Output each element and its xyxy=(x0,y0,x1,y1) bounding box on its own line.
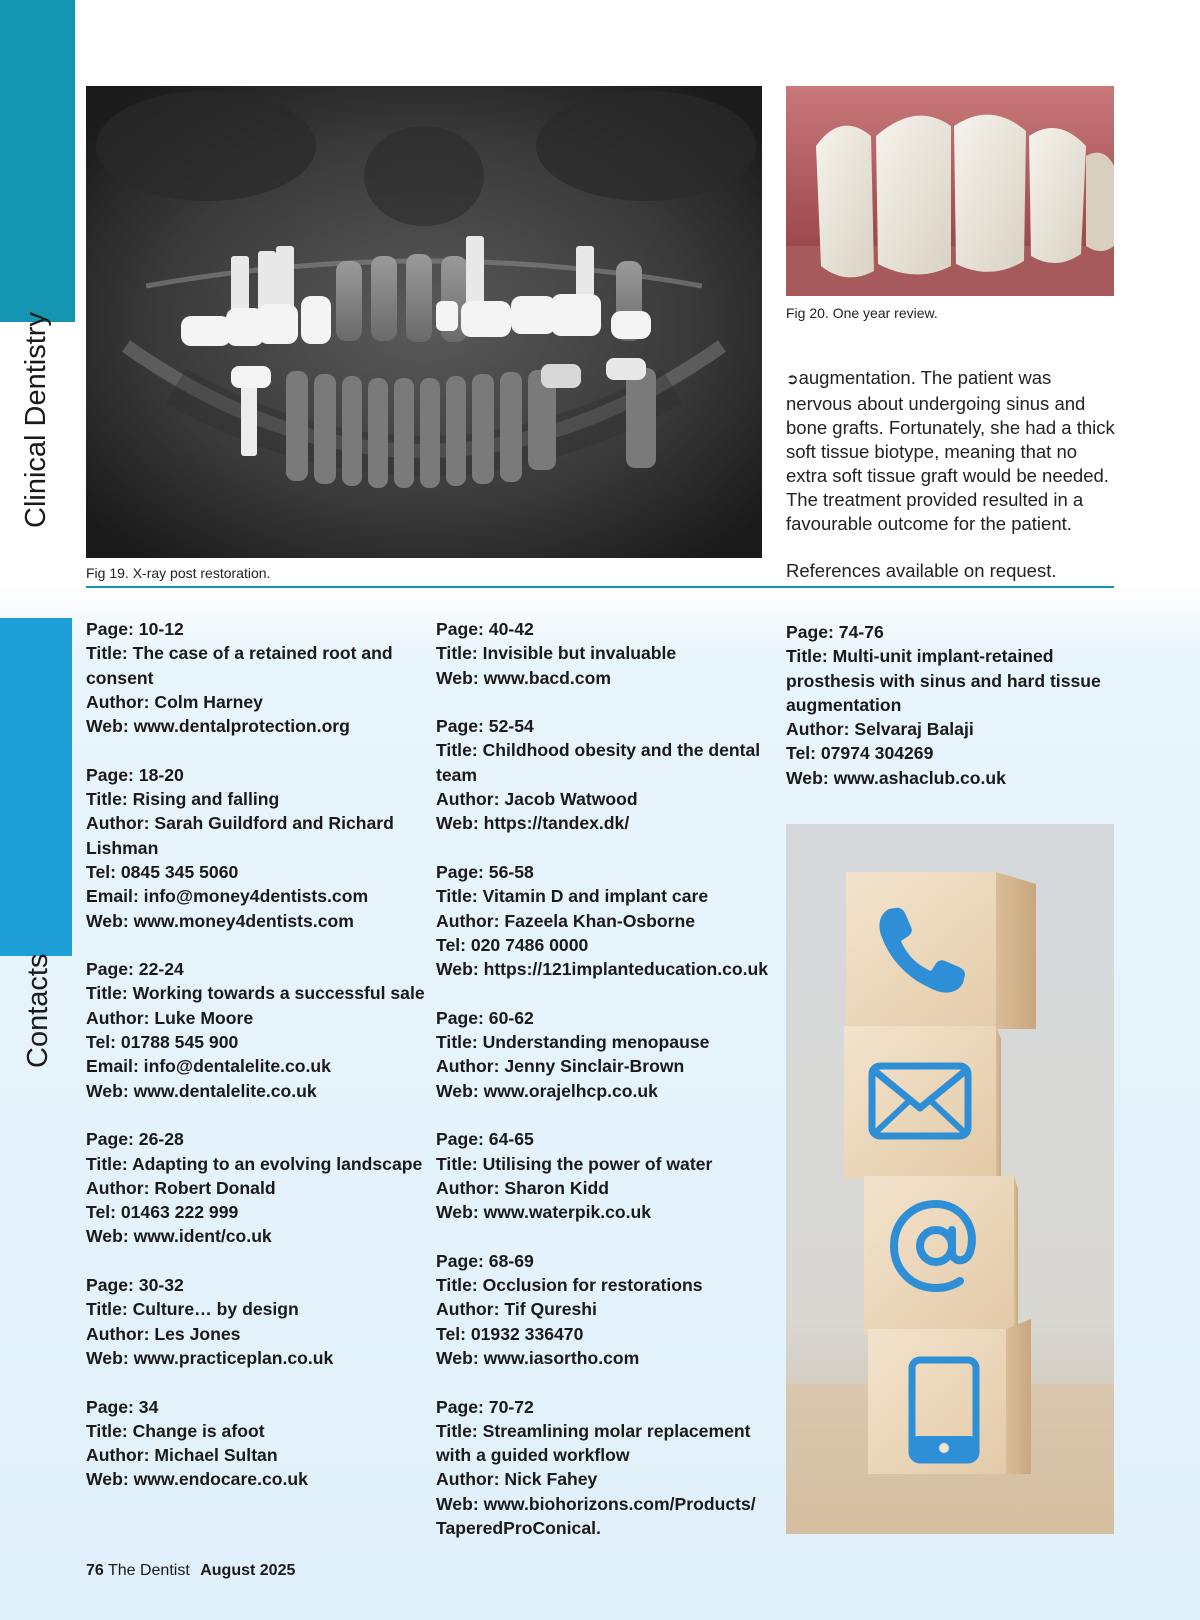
entry-page: Page: 70-72 xyxy=(436,1396,534,1417)
continuation-arrow-icon: ➲ xyxy=(786,371,799,388)
contact-entry xyxy=(436,714,786,835)
entry-author: Author: Michael Sultan xyxy=(86,1445,278,1466)
entry-tel: Tel: 01932 336470 xyxy=(436,1323,584,1344)
entry-title: Title: Vitamin D and implant care xyxy=(436,886,709,907)
section-label-contacts: Contacts xyxy=(22,953,54,1068)
entry-title: Title: Rising and falling xyxy=(86,789,280,810)
references-note: References available on request. xyxy=(786,560,1057,581)
entry-page: Page: 30-32 xyxy=(86,1275,184,1296)
entry-web[interactable]: Web: www.orajelhcp.co.uk xyxy=(436,1080,658,1101)
entry-title: Title: Utilising the power of water xyxy=(436,1153,713,1174)
entry-page: Page: 40-42 xyxy=(436,619,534,639)
entry-title: Title: Occlusion for restorations xyxy=(436,1275,703,1296)
entry-web[interactable]: Web: www.ident/co.uk xyxy=(86,1226,272,1247)
entry-title: Title: Adapting to an evolving landscape xyxy=(86,1153,423,1174)
entry-author: Author: Luke Moore xyxy=(86,1007,254,1028)
section-tab-contacts xyxy=(0,618,72,956)
article-body: augmentation. The patient was nervous about undergoing sinus and bone grafts. Fortunately, she had a thick soft tissue biotype, meaning that no extra soft tissue graft would be needed. The treatment provided resulted in a favourable outcome for the patient. xyxy=(786,367,1115,534)
contacts-column-3 xyxy=(786,620,1116,814)
contact-entry xyxy=(86,763,431,933)
article-continuation-text xyxy=(786,366,1116,536)
contacts-column-1 xyxy=(86,617,431,1516)
entry-title: Title: Invisible but invaluable xyxy=(436,643,677,664)
entry-email[interactable]: Email: info@dentalelite.co.uk xyxy=(86,1056,331,1077)
entry-author: Author: Selvaraj Balaji xyxy=(786,719,974,740)
section-label-clinical-dentistry: Clinical Dentistry xyxy=(20,312,52,528)
entry-email[interactable]: Email: info@money4dentists.com xyxy=(86,886,369,907)
contact-entry xyxy=(86,1127,431,1248)
contact-entry xyxy=(436,617,786,690)
contacts-column-2 xyxy=(436,617,786,1565)
entry-web[interactable]: Web: www.ashaclub.co.uk xyxy=(786,767,1006,788)
contact-entry xyxy=(86,1395,431,1492)
section-divider xyxy=(86,586,1114,588)
contact-entry xyxy=(436,1395,786,1541)
phone-icon xyxy=(871,899,971,999)
issue-date: August 2025 xyxy=(200,1562,296,1579)
entry-web[interactable]: Web: www.dentalelite.co.uk xyxy=(86,1080,317,1101)
entry-page: Page: 22-24 xyxy=(86,959,184,980)
contact-entry xyxy=(436,1249,786,1370)
entry-web[interactable]: Web: https://121implanteducation.co.uk xyxy=(436,959,769,980)
entry-page: Page: 26-28 xyxy=(86,1129,184,1150)
entry-tel: Tel: 07974 304269 xyxy=(786,743,934,764)
contact-entry xyxy=(86,617,431,738)
entry-author: Author: Sharon Kidd xyxy=(436,1177,609,1198)
contact-entry xyxy=(86,1273,431,1370)
entry-author: Author: Tif Qureshi xyxy=(436,1299,597,1320)
entry-title: Title: Culture… by design xyxy=(86,1299,299,1320)
contact-blocks-image xyxy=(786,824,1114,1534)
entry-title: Title: Streamlining molar replacement with a guided workflow xyxy=(436,1420,751,1466)
section-tab-clinical xyxy=(0,0,75,322)
entry-title: Title: Change is afoot xyxy=(86,1420,265,1441)
entry-tel: Tel: 01463 222 999 xyxy=(86,1202,239,1223)
smartphone-icon xyxy=(908,1356,980,1464)
entry-web[interactable]: Web: www.waterpik.co.uk xyxy=(436,1202,652,1223)
entry-author: Author: Fazeela Khan-Osborne xyxy=(436,910,696,931)
entry-tel: Tel: 0845 345 5060 xyxy=(86,861,239,882)
entry-page: Page: 60-62 xyxy=(436,1007,534,1028)
contact-entry xyxy=(436,1006,786,1103)
entry-page: Page: 74-76 xyxy=(786,622,884,642)
contact-entry xyxy=(436,860,786,981)
clinical-photo-crowns xyxy=(786,86,1114,296)
entry-web[interactable]: Web: www.bacd.com xyxy=(436,667,611,688)
entry-tel: Tel: 020 7486 0000 xyxy=(436,934,589,955)
at-sign-icon xyxy=(886,1196,986,1296)
entry-page: Page: 52-54 xyxy=(436,716,534,737)
entry-web[interactable]: Web: www.dentalprotection.org xyxy=(86,716,350,737)
xray-image xyxy=(86,86,762,558)
figure-20-caption: Fig 20. One year review. xyxy=(786,305,938,321)
entry-web[interactable]: Web: www.biohorizons.com/Products/ TaperedProConical. xyxy=(436,1493,756,1538)
entry-web[interactable]: Web: www.practiceplan.co.uk xyxy=(86,1347,334,1368)
contact-entry xyxy=(436,1127,786,1224)
entry-tel: Tel: 01788 545 900 xyxy=(86,1032,239,1053)
entry-title: Title: Working towards a successful sale xyxy=(86,983,425,1004)
entry-page: Page: 18-20 xyxy=(86,764,184,785)
entry-author: Author: Robert Donald xyxy=(86,1177,276,1198)
entry-page: Page: 64-65 xyxy=(436,1129,534,1150)
page-number: 76 xyxy=(86,1562,104,1579)
entry-author: Author: Sarah Guildford and Richard Lishman xyxy=(86,813,394,858)
entry-page: Page: 68-69 xyxy=(436,1250,534,1271)
envelope-icon xyxy=(868,1062,972,1140)
entry-author: Author: Nick Fahey xyxy=(436,1469,598,1490)
entry-author: Author: Jenny Sinclair-Brown xyxy=(436,1056,685,1077)
entry-web[interactable]: Web: www.iasortho.com xyxy=(436,1347,640,1368)
contact-entry xyxy=(786,620,1116,790)
page-footer xyxy=(86,1562,295,1580)
entry-title: Title: The case of a retained root and consent xyxy=(86,643,393,688)
entry-author: Author: Colm Harney xyxy=(86,691,263,712)
entry-web[interactable]: Web: https://tandex.dk/ xyxy=(436,813,630,834)
entry-author: Author: Jacob Watwood xyxy=(436,789,638,810)
entry-title: Title: Childhood obesity and the dental team xyxy=(436,740,761,785)
entry-web[interactable]: Web: www.endocare.co.uk xyxy=(86,1469,308,1490)
entry-web[interactable]: Web: www.money4dentists.com xyxy=(86,910,354,931)
entry-page: Page: 34 xyxy=(86,1396,159,1417)
figure-19-caption: Fig 19. X-ray post restoration. xyxy=(86,565,271,581)
entry-title: Title: Understanding menopause xyxy=(436,1032,710,1053)
entry-author: Author: Les Jones xyxy=(86,1323,241,1344)
entry-title: Title: Multi-unit implant-retained prosthesis with sinus and hard tissue augmentation xyxy=(786,646,1101,715)
entry-page: Page: 56-58 xyxy=(436,861,534,882)
entry-page: Page: 10-12 xyxy=(86,619,184,639)
magazine-name: The Dentist xyxy=(107,1562,190,1579)
contact-entry xyxy=(86,957,431,1103)
